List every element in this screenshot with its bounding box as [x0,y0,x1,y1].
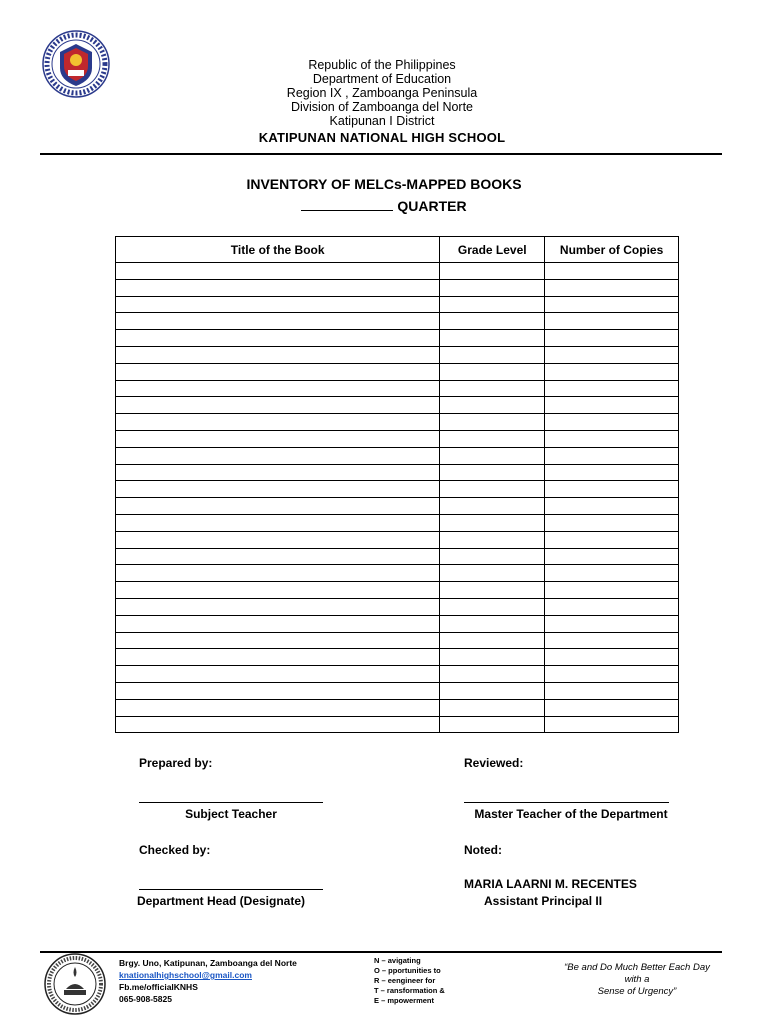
footer-contact [119,957,297,1005]
cell-copies[interactable] [545,699,679,716]
cell-copies[interactable] [545,447,679,464]
school-seal-logo [44,953,106,1015]
cell-copies[interactable] [545,397,679,414]
table-row [116,263,679,280]
cell-grade-level[interactable] [440,615,545,632]
cell-grade-level[interactable] [440,632,545,649]
cell-title[interactable] [116,699,440,716]
table-row [116,649,679,666]
cell-copies[interactable] [545,598,679,615]
footer-address: Brgy. Uno, Katipunan, Zamboanga del Norte [119,958,297,968]
checked-signature-line[interactable] [139,889,323,890]
cell-title[interactable] [116,649,440,666]
cell-title[interactable] [116,346,440,363]
reviewed-label: Reviewed: [464,756,524,770]
cell-grade-level[interactable] [440,380,545,397]
acronym-line: T – ransformation & [374,986,445,995]
header-divider [40,153,722,155]
column-header-grade-level: Grade Level [440,237,545,263]
cell-grade-level[interactable] [440,514,545,531]
cell-grade-level[interactable] [440,699,545,716]
footer-facebook: Fb.me/officialKNHS [119,982,198,992]
header-line-department: Department of Education [312,72,452,86]
quarter-blank[interactable] [301,198,393,211]
cell-copies[interactable] [545,279,679,296]
table-row [116,464,679,481]
school-name: KATIPUNAN NATIONAL HIGH SCHOOL [258,130,506,145]
table-row [116,582,679,599]
cell-grade-level[interactable] [440,414,545,431]
table-row [116,414,679,431]
cell-grade-level[interactable] [440,330,545,347]
cell-title[interactable] [116,514,440,531]
cell-grade-level[interactable] [440,682,545,699]
reviewed-signature-line[interactable] [464,802,669,803]
acronym-line: O – pportunities to [374,966,441,975]
cell-copies[interactable] [545,548,679,565]
prepared-role: Subject Teacher [185,807,277,821]
acronym-line: N – avigating [374,956,421,965]
cell-grade-level[interactable] [440,716,545,733]
checked-role: Department Head (Designate) [136,894,306,908]
cell-grade-level[interactable] [440,279,545,296]
cell-grade-level[interactable] [440,565,545,582]
cell-grade-level[interactable] [440,666,545,683]
table-body [116,263,679,733]
cell-title[interactable] [116,414,440,431]
cell-copies[interactable] [545,582,679,599]
table-row [116,598,679,615]
table-row [116,296,679,313]
cell-title[interactable] [116,363,440,380]
cell-copies[interactable] [545,615,679,632]
table-row [116,615,679,632]
cell-title[interactable] [116,548,440,565]
document-title: INVENTORY OF MELCs-MAPPED BOOKS [246,176,522,192]
table-row [116,699,679,716]
table-row [116,481,679,498]
cell-title[interactable] [116,464,440,481]
cell-title[interactable] [116,380,440,397]
cell-title[interactable] [116,632,440,649]
table-row [116,565,679,582]
cell-copies[interactable] [545,682,679,699]
table-row [116,682,679,699]
cell-grade-level[interactable] [440,296,545,313]
quarter-line [0,198,768,214]
cell-title[interactable] [116,263,440,280]
footer-acronym [374,956,445,1006]
cell-copies[interactable] [545,716,679,733]
cell-grade-level[interactable] [440,548,545,565]
cell-copies[interactable] [545,313,679,330]
column-header-copies: Number of Copies [545,237,679,263]
cell-copies[interactable] [545,464,679,481]
cell-copies[interactable] [545,498,679,515]
reviewed-role: Master Teacher of the Department [474,807,668,821]
motto-line: with a [624,974,650,985]
motto-line: “Be and Do Much Better Each Day [564,962,710,973]
cell-grade-level[interactable] [440,346,545,363]
cell-copies[interactable] [545,414,679,431]
header-line-division: Division of Zamboanga del Norte [290,100,474,114]
cell-title[interactable] [116,682,440,699]
letterhead [200,58,564,145]
header-line-region: Region IX , Zamboanga Peninsula [286,86,478,100]
table-row [116,279,679,296]
cell-copies[interactable] [545,531,679,548]
header-line-district: Katipunan I District [329,114,435,128]
acronym-line: E – mpowerment [374,996,435,1005]
table-row [116,346,679,363]
column-header-title: Title of the Book [116,237,440,263]
cell-grade-level[interactable] [440,363,545,380]
noted-label: Noted: [464,843,502,857]
table-row [116,632,679,649]
school-motto [556,962,718,998]
cell-title[interactable] [116,481,440,498]
cell-copies[interactable] [545,380,679,397]
header-line-republic: Republic of the Philippines [308,58,456,72]
cell-copies[interactable] [545,363,679,380]
noted-role: Assistant Principal II [484,894,603,908]
checked-by-label: Checked by: [139,843,211,857]
footer-email-link[interactable]: knationalhighschool@gmail.com [119,970,252,980]
acronym-line: R – eengineer for [374,976,436,985]
table-row [116,514,679,531]
table-row [116,430,679,447]
table-row [116,397,679,414]
table-row [116,531,679,548]
cell-copies[interactable] [545,514,679,531]
cell-copies[interactable] [545,666,679,683]
cell-title[interactable] [116,582,440,599]
table-row [116,447,679,464]
cell-grade-level[interactable] [440,531,545,548]
cell-title[interactable] [116,430,440,447]
cell-grade-level[interactable] [440,263,545,280]
cell-title[interactable] [116,598,440,615]
table-row [116,498,679,515]
cell-grade-level[interactable] [440,481,545,498]
table-header-row [116,237,679,263]
table-row [116,363,679,380]
cell-title[interactable] [116,615,440,632]
cell-grade-level[interactable] [440,313,545,330]
cell-grade-level[interactable] [440,447,545,464]
cell-grade-level[interactable] [440,582,545,599]
prepared-by-label: Prepared by: [139,756,213,770]
motto-line: Sense of Urgency” [597,986,677,997]
cell-copies[interactable] [545,346,679,363]
cell-title[interactable] [116,498,440,515]
cell-grade-level[interactable] [440,397,545,414]
table-row [116,548,679,565]
cell-copies[interactable] [545,565,679,582]
inventory-table [115,236,679,733]
cell-title[interactable] [116,313,440,330]
cell-title[interactable] [116,330,440,347]
cell-copies[interactable] [545,263,679,280]
table-row [116,716,679,733]
cell-copies[interactable] [545,481,679,498]
deped-seal-logo [42,30,110,98]
cell-grade-level[interactable] [440,649,545,666]
footer-divider [40,951,722,953]
footer-phone: 065-908-5825 [119,994,172,1004]
noted-name: MARIA LAARNI M. RECENTES [464,877,637,891]
table-row [116,380,679,397]
cell-title[interactable] [116,397,440,414]
cell-title[interactable] [116,565,440,582]
cell-title[interactable] [116,279,440,296]
table-row [116,666,679,683]
cell-grade-level[interactable] [440,498,545,515]
cell-title[interactable] [116,716,440,733]
prepared-signature-line[interactable] [139,802,323,803]
cell-grade-level[interactable] [440,430,545,447]
cell-copies[interactable] [545,330,679,347]
cell-grade-level[interactable] [440,464,545,481]
cell-title[interactable] [116,666,440,683]
cell-title[interactable] [116,447,440,464]
cell-copies[interactable] [545,296,679,313]
cell-copies[interactable] [545,430,679,447]
cell-copies[interactable] [545,632,679,649]
table-row [116,330,679,347]
table-row [116,313,679,330]
cell-title[interactable] [116,296,440,313]
quarter-label: QUARTER [397,198,467,214]
cell-grade-level[interactable] [440,598,545,615]
cell-copies[interactable] [545,649,679,666]
cell-title[interactable] [116,531,440,548]
